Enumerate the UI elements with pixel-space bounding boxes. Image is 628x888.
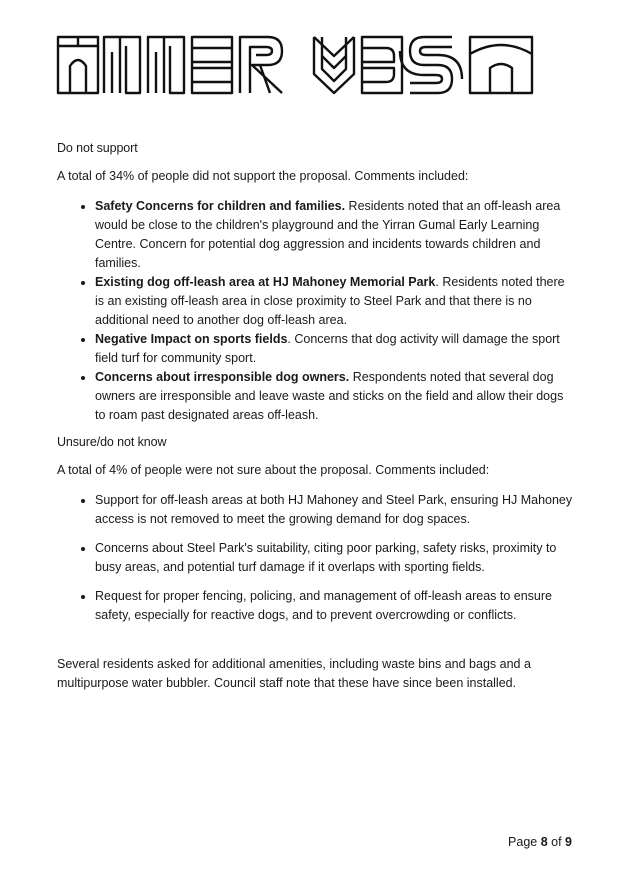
list-item (95, 368, 577, 425)
page-number-of: of (547, 835, 566, 849)
logo-letter-w (314, 37, 354, 93)
list-item (95, 330, 577, 368)
section-heading-unsure: Unsure/do not know (57, 435, 167, 449)
page-number-total: 9 (565, 835, 572, 849)
list-item (95, 197, 577, 273)
list-item: • Support for off-leash areas at both HJ Mahoney and Steel Park, ensuring HJ Mahoney access is not removed to meet the growing demand for dog spaces. (95, 491, 577, 529)
logo-letter-s (400, 37, 462, 93)
logo-letter-r (240, 37, 282, 93)
section-heading-do-not-support: Do not support (57, 141, 138, 155)
section-intro-unsure: A total of 4% of people were not sure about the proposal. Comments included: (57, 463, 490, 477)
list-item (95, 273, 577, 330)
list-item-lead: Concerns about irresponsible dog owners. (95, 370, 350, 384)
list-item-text: . Residents noted there is an existing off-leash area in close proximity to Steel Park and that there is no additional need to another dog off-leash area. (95, 275, 565, 327)
page-number (508, 835, 572, 849)
logo-letter-n2 (148, 37, 184, 93)
list-item-lead: Negative Impact on sports fields (95, 332, 288, 346)
logo-letter-e2 (362, 37, 402, 93)
section-intro-do-not-support: A total of 34% of people did not support the proposal. Comments included: (57, 169, 469, 183)
page-number-prefix: Page (508, 835, 541, 849)
list-item-text: . Concerns that dog activity will damage the sport field turf for community sport. (95, 332, 560, 365)
list-item-lead: Safety Concerns for children and families. (95, 199, 346, 213)
do-not-support-list (57, 197, 577, 425)
list-item-text: Respondents noted that several dog owners are irresponsible and leave waste and sticks on the field and allow their dogs to roam past designated areas off-leash. (95, 370, 564, 422)
inner-west-logo (56, 34, 536, 98)
page-number-current: 8 (540, 835, 548, 849)
list-item: • Request for proper fencing, policing, and management of off-leash areas to ensure safety, especially for reactive dogs, and to prevent overcrowding or conflicts. (95, 587, 577, 625)
page-content (57, 139, 577, 704)
unsure-list (57, 491, 577, 625)
list-item-lead: Existing dog off-leash area at HJ Mahoney Memorial Park (95, 275, 436, 289)
logo-letter-t (470, 37, 532, 93)
closing-paragraph: Several residents asked for additional amenities, including waste bins and bags and a multipurpose water bubbler. Council staff note that these have since been installed. (57, 657, 531, 690)
logo-letter-n1 (104, 37, 140, 93)
list-item-text: Residents noted that an off-leash area would be close to the children's playground and the Yirran Gumal Early Learning Centre. Concern for potential dog aggression and incidents towards children and families. (95, 199, 561, 270)
list-item: • Concerns about Steel Park's suitability, citing poor parking, safety risks, proximity to busy areas, and potential turf damage if it overlaps with sporting fields. (95, 539, 577, 577)
logo-letter-e (192, 37, 232, 93)
logo-letter-i (58, 37, 98, 93)
